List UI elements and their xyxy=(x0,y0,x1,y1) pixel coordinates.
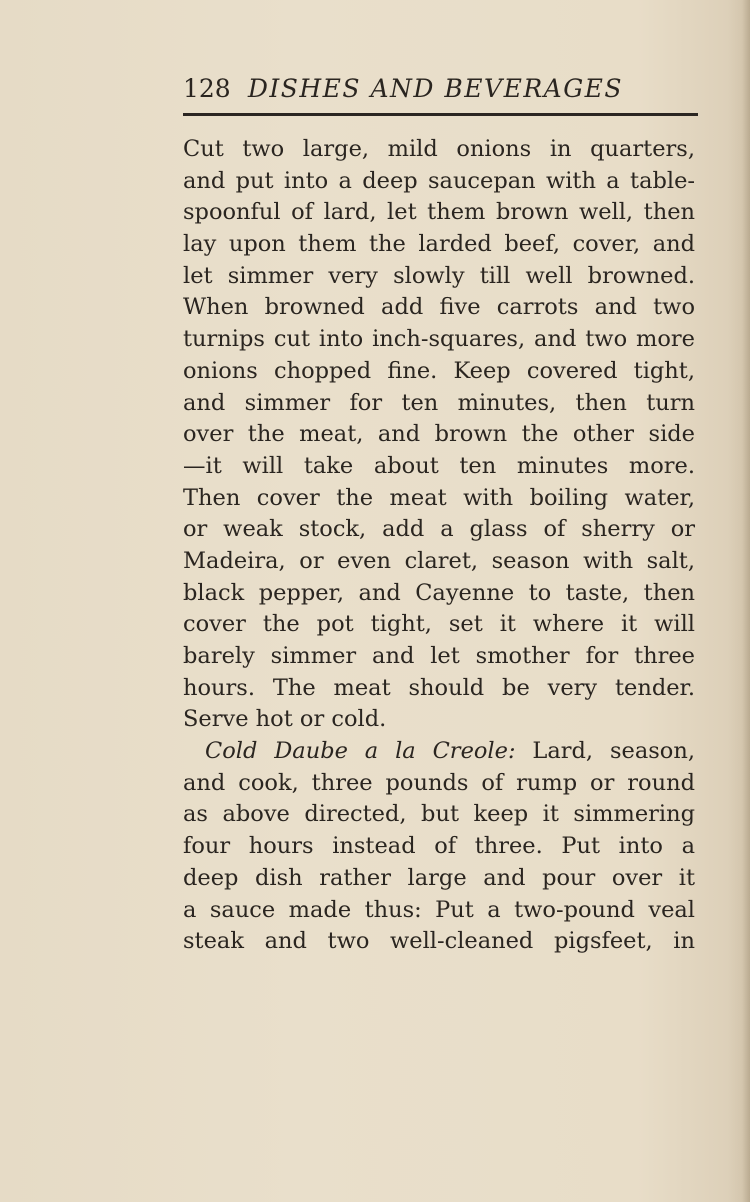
text-line: hours. The meat should be very tender. xyxy=(183,674,695,701)
recipe-title: Cold Daube a la Creole: xyxy=(205,738,516,765)
text-line: When browned add five carrots and two xyxy=(183,294,695,321)
recipe-first-line xyxy=(183,736,695,768)
text-line: and cook, three pounds of rump or round xyxy=(183,769,695,796)
text-line: cover the pot tight, set it where it will xyxy=(183,611,695,638)
page-edge-shadow xyxy=(742,0,750,1202)
text-line: Cut two large, mild onions in quarters, xyxy=(183,136,695,162)
text-line: as above directed, but keep it simmering xyxy=(183,801,695,828)
text-line: steak and two well-cleaned pigsfeet, in xyxy=(183,928,695,955)
text-line: barely simmer and let smother for three xyxy=(183,643,695,669)
text-line: let simmer very slowly till well browned. xyxy=(183,262,695,289)
text-line: —it will take about ten minutes more. xyxy=(183,452,695,479)
text-line: Serve hot or cold. xyxy=(183,706,387,733)
page-header xyxy=(183,74,698,108)
text-line: or weak stock, add a glass of sherry or xyxy=(183,516,695,543)
text-line: and put into a deep saucepan with a table- xyxy=(183,167,695,194)
running-title: DISHES AND BEVERAGES xyxy=(247,74,624,103)
text-line: onions chopped fine. Keep covered tight, xyxy=(183,357,695,384)
page-number: 128 xyxy=(183,74,231,103)
text-line: Madeira, or even claret, season with salt, xyxy=(183,547,695,574)
recipe-first-line-text: Lard, season, xyxy=(532,738,695,765)
text-line: spoonful of lard, let them brown well, then xyxy=(183,199,695,226)
text-line: black pepper, and Cayenne to taste, then xyxy=(183,579,695,606)
paragraph-2 xyxy=(183,736,695,958)
text-line: and simmer for ten minutes, then turn xyxy=(183,389,695,416)
paragraph-1 xyxy=(183,134,695,736)
text-line: lay upon them the larded beef, cover, and xyxy=(183,231,695,258)
text-line: over the meat, and brown the other side xyxy=(183,421,695,448)
text-line: Then cover the meat with boiling water, xyxy=(183,484,695,511)
text-line: four hours instead of three. Put into a xyxy=(183,833,695,860)
text-line: turnips cut into inch-squares, and two more xyxy=(183,326,695,353)
text-line: deep dish rather large and pour over it xyxy=(183,864,695,891)
header-rule xyxy=(183,113,698,116)
body-text xyxy=(183,134,695,958)
text-line: a sauce made thus: Put a two-pound veal xyxy=(183,896,695,923)
